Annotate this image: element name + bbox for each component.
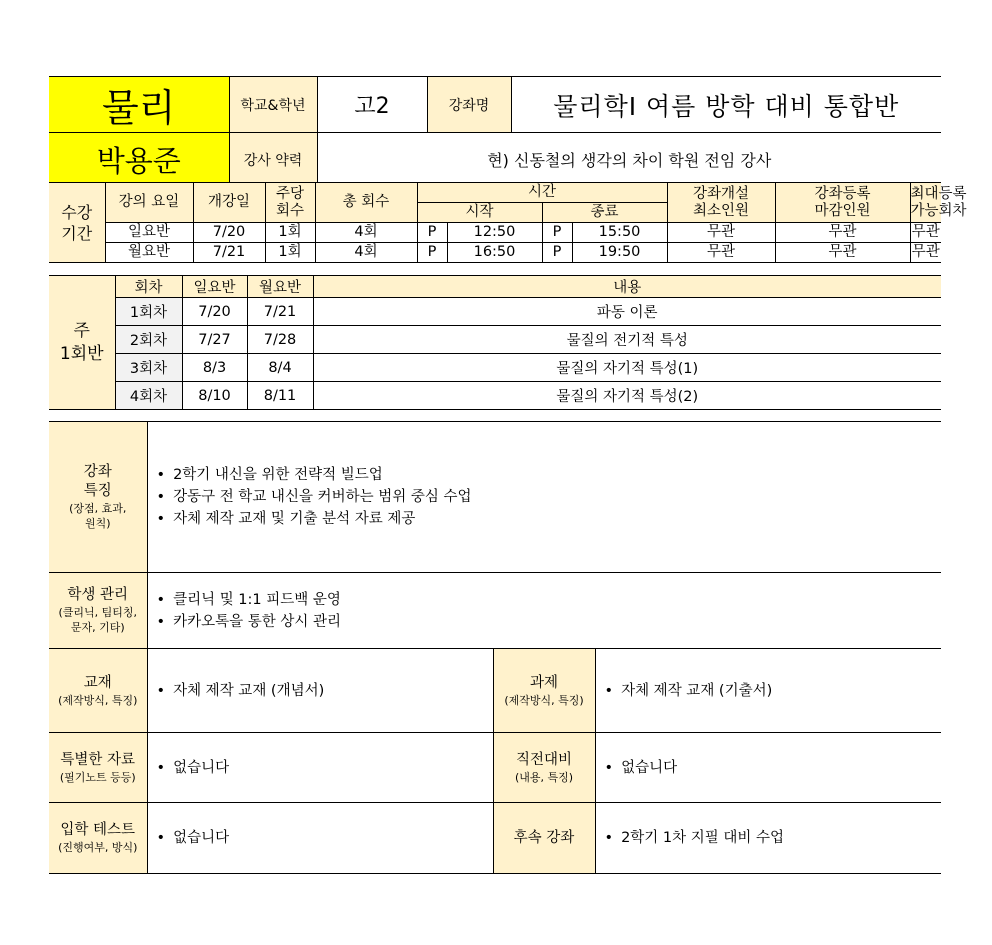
cell-start-ampm: P [417, 223, 447, 243]
cell-sun: 8/10 [182, 382, 247, 410]
cell-min: 무관 [667, 223, 775, 243]
cell-session: 1회차 [115, 298, 182, 326]
course-header-table [49, 76, 941, 187]
cell-start-date: 7/20 [193, 223, 265, 243]
cell-start-date: 7/21 [193, 243, 265, 263]
cell-start-time: 12:50 [447, 223, 542, 243]
cell-day: 일요반 [105, 223, 193, 243]
cell-sun: 8/3 [182, 354, 247, 382]
grade-value: 고2 [317, 77, 427, 133]
entrance-test-content [147, 803, 493, 874]
cell-max-session: 무관 [910, 223, 941, 243]
special-materials-content [147, 733, 493, 803]
cell-content: 파동 이론 [313, 298, 941, 326]
header-min: 강좌개설 최소인원 [667, 183, 775, 223]
features-label: 강좌 특징 (장점, 효과, 원칙) [49, 422, 147, 573]
cell-day: 월요반 [105, 243, 193, 263]
schedule-table [49, 182, 967, 263]
cell-sun: 7/27 [182, 326, 247, 354]
homework-content [595, 649, 941, 733]
list-item: • 클리닉 및 1:1 피드백 운영 [157, 589, 942, 611]
header-day: 강의 요일 [105, 183, 193, 223]
cell-content: 물질의 자기적 특성(2) [313, 382, 941, 410]
table-row [49, 326, 941, 354]
cell-total: 4회 [315, 223, 417, 243]
header-mon: 월요반 [247, 276, 313, 298]
header-content: 내용 [313, 276, 941, 298]
final-prep-content [595, 733, 941, 803]
cell-deadline: 무관 [775, 223, 910, 243]
header-time-start: 시작 [417, 203, 542, 223]
weekly-side-label: 주 1회반 [49, 276, 115, 410]
header-total: 총 회수 [315, 183, 417, 223]
textbook-label: 교재 (제작방식, 특징) [49, 649, 147, 733]
teacher-career: 현) 신동철의 생각의 차이 학원 전임 강사 [317, 133, 941, 187]
list-item: • 자체 제작 교재 (기출서) [605, 680, 942, 702]
table-row [49, 382, 941, 410]
cell-sun: 7/20 [182, 298, 247, 326]
schedule-side-label: 수강 기간 [49, 183, 105, 263]
list-item: • 없습니다 [157, 827, 493, 849]
management-label: 학생 관리 (클리닉, 팀티칭, 문자, 기타) [49, 573, 147, 649]
cell-end-ampm: P [542, 223, 572, 243]
cell-min: 무관 [667, 243, 775, 263]
homework-label: 과제 (제작방식, 특징) [493, 649, 595, 733]
course-name-label: 강좌명 [427, 77, 511, 133]
list-item: • 강동구 전 학교 내신을 커버하는 범위 중심 수업 [157, 486, 942, 508]
subject-title: 물리 [49, 77, 229, 133]
cell-weekly: 1회 [265, 223, 315, 243]
cell-mon: 7/28 [247, 326, 313, 354]
table-row [49, 354, 941, 382]
entrance-test-label: 입학 테스트 (진행여부, 방식) [49, 803, 147, 874]
cell-mon: 7/21 [247, 298, 313, 326]
followup-course-label: 후속 강좌 [493, 803, 595, 874]
list-item: • 없습니다 [157, 757, 493, 779]
cell-weekly: 1회 [265, 243, 315, 263]
cell-content: 물질의 자기적 특성(1) [313, 354, 941, 382]
list-item: • 2학기 내신을 위한 전략적 빌드업 [157, 464, 942, 486]
cell-session: 4회차 [115, 382, 182, 410]
list-item: • 2학기 1차 지필 대비 수업 [605, 827, 942, 849]
course-details-table [49, 421, 941, 874]
textbook-content [147, 649, 493, 733]
course-title: 물리학I 여름 방학 대비 통합반 [511, 77, 941, 133]
table-row [49, 223, 941, 243]
header-time-end: 종료 [542, 203, 667, 223]
weekly-plan-table [49, 275, 941, 410]
list-item: • 카카오톡을 통한 상시 관리 [157, 611, 942, 633]
management-content [147, 573, 941, 649]
list-item: • 자체 제작 교재 (개념서) [157, 680, 493, 702]
grade-label: 학교&학년 [229, 77, 317, 133]
cell-mon: 8/4 [247, 354, 313, 382]
header-time: 시간 [417, 183, 667, 203]
cell-start-time: 16:50 [447, 243, 542, 263]
career-label: 강사 약력 [229, 133, 317, 187]
cell-session: 2회차 [115, 326, 182, 354]
header-deadline: 강좌등록 마감인원 [775, 183, 910, 223]
header-session: 회차 [115, 276, 182, 298]
cell-total: 4회 [315, 243, 417, 263]
final-prep-label: 직전대비 (내용, 특징) [493, 733, 595, 803]
list-item: • 없습니다 [605, 757, 942, 779]
cell-end-time: 19:50 [572, 243, 667, 263]
cell-deadline: 무관 [775, 243, 910, 263]
list-item: • 자체 제작 교재 및 기출 분석 자료 제공 [157, 508, 942, 530]
teacher-name: 박용준 [49, 133, 229, 187]
header-max-session: 최대등록 가능회차 [910, 183, 941, 223]
cell-content: 물질의 전기적 특성 [313, 326, 941, 354]
followup-course-content [595, 803, 941, 874]
special-materials-label: 특별한 자료 (필기노트 등등) [49, 733, 147, 803]
cell-end-time: 15:50 [572, 223, 667, 243]
header-weekly: 주당 회수 [265, 183, 315, 223]
features-content [147, 422, 941, 573]
header-start-date: 개강일 [193, 183, 265, 223]
cell-end-ampm: P [542, 243, 572, 263]
table-row [49, 298, 941, 326]
cell-start-ampm: P [417, 243, 447, 263]
cell-mon: 8/11 [247, 382, 313, 410]
header-sun: 일요반 [182, 276, 247, 298]
cell-max-session: 무관 [910, 243, 941, 263]
table-row [49, 243, 941, 263]
cell-session: 3회차 [115, 354, 182, 382]
